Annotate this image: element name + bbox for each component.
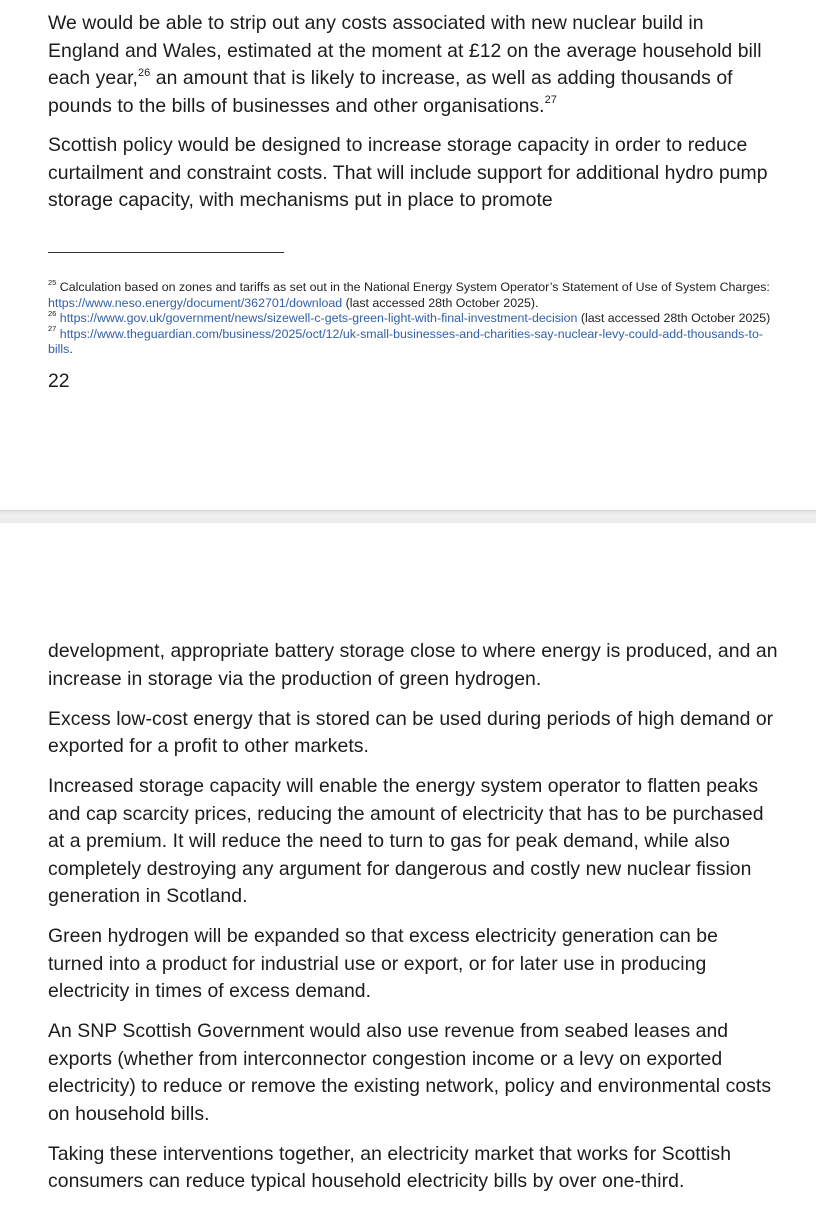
footnote-ref-26[interactable]: 26	[137, 66, 151, 79]
footnote-ref-27[interactable]: 27	[544, 94, 557, 107]
paragraph-storage-capacity: Increased storage capacity will enable the energy system operator to flatten peaks and cap scarcity prices, reducing the amount of electricity that has to be purchased at a premium. It will reduce the need to turn to gas for peak demand, while also completely destroying any argument for dangerous and costly new nuclear fission generation in Scotland.	[48, 775, 764, 907]
page-22-body	[48, 10, 778, 227]
paragraph-bill-reduction: Taking these interventions together, an electricity market that works for Scottish consumers can reduce typical household electricity bills by over one-third.	[48, 1142, 732, 1192]
footnote-26	[48, 308, 783, 327]
paragraph-nuclear-costs	[48, 10, 778, 120]
footnote-link[interactable]: https://www.neso.energy/document/362701/download	[48, 295, 343, 310]
paragraph-green-hydrogen: Green hydrogen will be expanded so that excess electricity generation can be turned into a product for industrial use or export, or for later use in producing electricity in times of excess demand.	[48, 925, 718, 1002]
document-page-23	[0, 523, 816, 1200]
footnote-divider	[48, 252, 284, 253]
page-number: 22	[48, 370, 70, 392]
footnote-text: (last accessed 28th October 2025).	[342, 295, 539, 310]
footnotes	[48, 277, 783, 358]
paragraph-storage-continued: development, appropriate battery storage close to where energy is produced, and an increase in storage via the production of green hydrogen.	[48, 640, 778, 690]
page-separator	[0, 510, 816, 524]
paragraph-excess-energy: Excess low-cost energy that is stored can be used during periods of high demand or exported for a profit to other markets.	[48, 707, 774, 757]
footnote-text: (last accessed 28th October 2025)	[577, 311, 771, 325]
paragraph-seabed-revenue: An SNP Scottish Government would also use revenue from seabed leases and exports (whether from interconnector congestion income or a levy on exported electricity) to reduce or remove the existing network, policy and environmental costs on household bills.	[48, 1020, 772, 1125]
footnote-text: .	[69, 342, 73, 356]
footnote-link[interactable]: https://www.theguardian.com/business/2025/oct/12/uk-small-businesses-and-charities-say-nuclear-levy-could-add-thousands-to-bills	[48, 326, 763, 356]
page-23-body	[48, 638, 778, 1208]
footnote-25	[48, 277, 783, 311]
footnote-number: 25	[48, 277, 57, 287]
footnote-number: 26	[48, 308, 57, 318]
document-page-22	[0, 0, 816, 510]
footnote-link[interactable]: https://www.gov.uk/government/news/sizewell-c-gets-green-light-with-final-investment-decision	[59, 311, 578, 325]
paragraph-storage-policy: Scottish policy would be designed to increase storage capacity in order to reduce curtailment and constraint costs. That will include support for additional hydro pump storage capacity, with mechanisms put in place to promote	[48, 134, 768, 211]
paragraph-text: an amount that is likely to increase, as well as adding thousands of pounds to the bills of businesses and other organisations.	[48, 67, 733, 117]
footnote-27	[48, 324, 783, 358]
footnote-text: Calculation based on zones and tariffs as set out in the National Energy System Operator’s Statement of Use of System Charges:	[56, 280, 770, 294]
paragraph-text: We would be able to strip out any costs associated with new nuclear build in England and Wales, estimated at the moment at £12 on the average household bill each year,	[48, 12, 762, 89]
footnote-number: 27	[48, 324, 57, 334]
